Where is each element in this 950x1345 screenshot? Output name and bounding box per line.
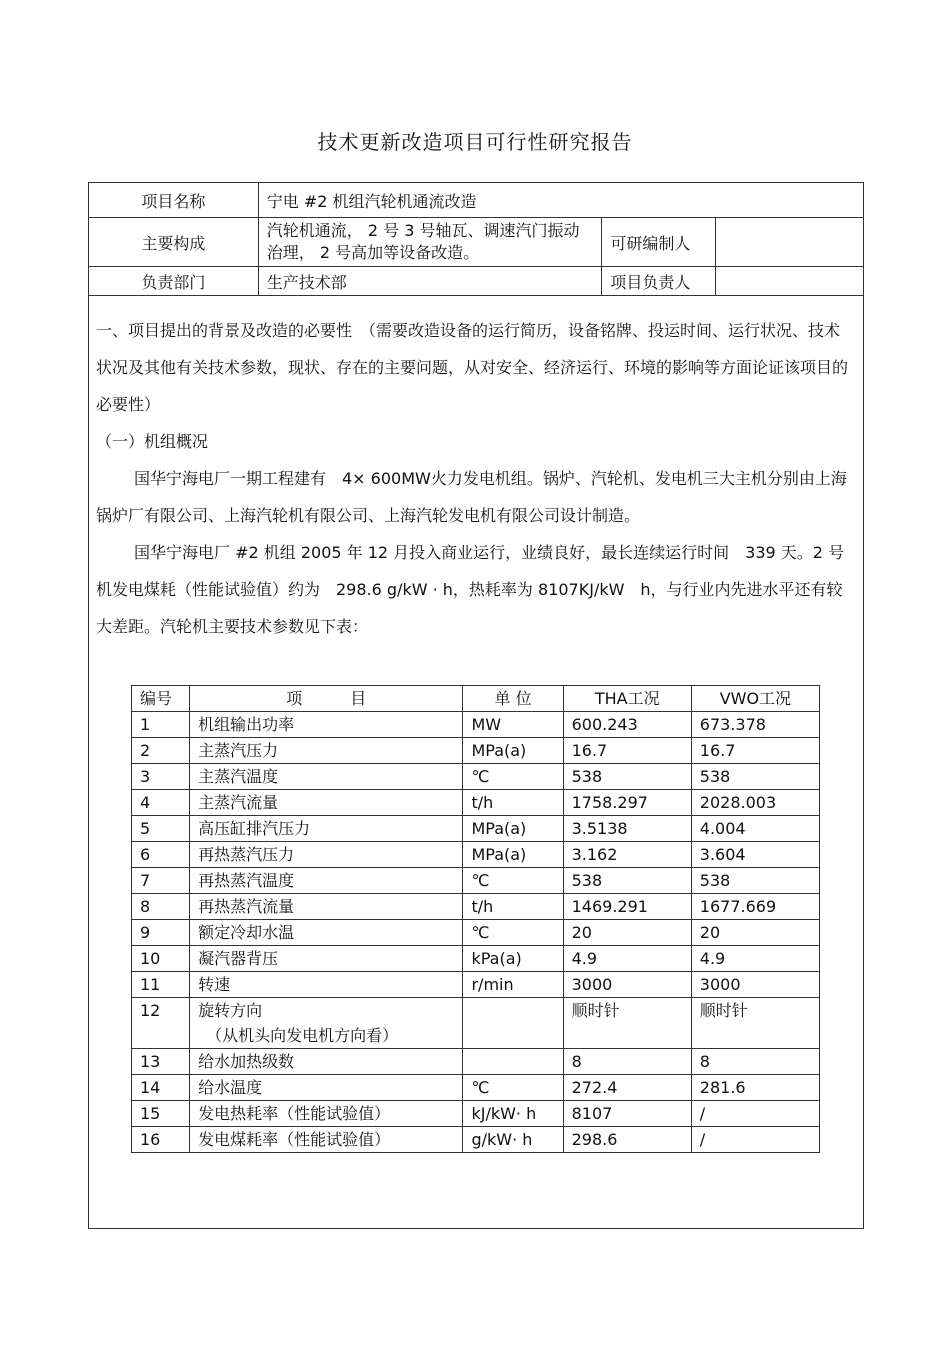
row-no: 10 xyxy=(132,946,190,972)
row-unit: t/h xyxy=(463,790,563,816)
row-tha: 272.4 xyxy=(563,1075,691,1101)
row-item: 机组输出功率 xyxy=(190,712,463,738)
row-vwo: 20 xyxy=(691,920,819,946)
row-unit: g/kW· h xyxy=(463,1127,563,1153)
col-header-item: 项 目 xyxy=(190,686,463,712)
row-item: 发电煤耗率（性能试验值） xyxy=(190,1127,463,1153)
table-row xyxy=(132,738,820,764)
department-value: 生产技术部 xyxy=(258,267,602,296)
composition-label: 主要构成 xyxy=(89,218,259,267)
row-unit: ℃ xyxy=(463,868,563,894)
table-row xyxy=(132,972,820,998)
row-no: 14 xyxy=(132,1075,190,1101)
row-vwo: 3000 xyxy=(691,972,819,998)
row-item: 转速 xyxy=(190,972,463,998)
turbine-parameters-table xyxy=(131,685,820,1153)
paragraph-unit-performance: 国华宁海电厂 #2 机组 2005 年 12 月投入商业运行，业绩良好，最长连续运行时间 339 天。2 号机发电煤耗（性能试验值）约为 298.6 g/kW · h，热耗率为 8107KJ/kW h，与行业内先进水平还有较大差距。汽轮机主要技术参数见下表： xyxy=(96,543,845,636)
row-unit xyxy=(463,998,563,1049)
row-vwo: 2028.003 xyxy=(691,790,819,816)
table-row xyxy=(132,1127,820,1153)
row-tha: 1758.297 xyxy=(563,790,691,816)
author-value xyxy=(716,218,864,267)
row-tha: 8107 xyxy=(563,1101,691,1127)
row-item: 再热蒸汽压力 xyxy=(190,842,463,868)
department-label: 负责部门 xyxy=(89,267,259,296)
row-tha: 3000 xyxy=(563,972,691,998)
row-unit: ℃ xyxy=(463,1075,563,1101)
row-no: 12 xyxy=(132,998,190,1049)
row-unit: kJ/kW· h xyxy=(463,1101,563,1127)
row-unit: MPa(a) xyxy=(463,816,563,842)
row-tha: 600.243 xyxy=(563,712,691,738)
row-item xyxy=(190,998,463,1049)
table-row xyxy=(132,790,820,816)
row-tha: 538 xyxy=(563,764,691,790)
row-unit: kPa(a) xyxy=(463,946,563,972)
row-no: 16 xyxy=(132,1127,190,1153)
col-header-tha: THA工况 xyxy=(563,686,691,712)
paragraph-plant-overview: 国华宁海电厂一期工程建有 4× 600MW火力发电机组。锅炉、汽轮机、发电机三大主机分别由上海锅炉厂有限公司、上海汽轮机有限公司、上海汽轮发电机有限公司设计制造。 xyxy=(96,469,847,525)
table-row xyxy=(132,1049,820,1075)
row-vwo: 4.004 xyxy=(691,816,819,842)
col-header-vwo: VWO工况 xyxy=(691,686,819,712)
row-no: 13 xyxy=(132,1049,190,1075)
row-unit: t/h xyxy=(463,894,563,920)
row-no: 2 xyxy=(132,738,190,764)
row-vwo: / xyxy=(691,1101,819,1127)
row-tha: 3.162 xyxy=(563,842,691,868)
table-row xyxy=(132,920,820,946)
row-item: 主蒸汽压力 xyxy=(190,738,463,764)
table-row xyxy=(132,712,820,738)
subheading-unit-overview: （一）机组概况 xyxy=(96,432,209,451)
row-tha: 1469.291 xyxy=(563,894,691,920)
table-row xyxy=(132,764,820,790)
col-header-no: 编号 xyxy=(132,686,190,712)
row-no: 6 xyxy=(132,842,190,868)
row-unit: MPa(a) xyxy=(463,738,563,764)
row-item: 主蒸汽流量 xyxy=(190,790,463,816)
row-unit: ℃ xyxy=(463,920,563,946)
row-tha: 20 xyxy=(563,920,691,946)
row-no: 15 xyxy=(132,1101,190,1127)
project-name-value: 宁电 #2 机组汽轮机通流改造 xyxy=(258,183,863,218)
row-unit: r/min xyxy=(463,972,563,998)
row-item: 凝汽器背压 xyxy=(190,946,463,972)
row-vwo: / xyxy=(691,1127,819,1153)
leader-value xyxy=(716,267,864,296)
row-unit: ℃ xyxy=(463,764,563,790)
row-item: 高压缸排汽压力 xyxy=(190,816,463,842)
page-title: 技术更新改造项目可行性研究报告 xyxy=(317,130,633,154)
row-tha: 8 xyxy=(563,1049,691,1075)
row-vwo: 3.604 xyxy=(691,842,819,868)
row-vwo: 顺时针 xyxy=(691,998,819,1049)
row-no: 11 xyxy=(132,972,190,998)
row-no: 4 xyxy=(132,790,190,816)
row-tha: 顺时针 xyxy=(563,998,691,1049)
col-header-unit: 单 位 xyxy=(463,686,563,712)
leader-label: 项目负责人 xyxy=(602,267,716,296)
row-vwo: 8 xyxy=(691,1049,819,1075)
row-vwo: 281.6 xyxy=(691,1075,819,1101)
row-tha: 16.7 xyxy=(563,738,691,764)
row-item-main: 旋转方向 xyxy=(198,1001,263,1020)
table-row xyxy=(132,1101,820,1127)
author-label: 可研编制人 xyxy=(602,218,716,267)
table-row xyxy=(132,842,820,868)
table-row xyxy=(132,816,820,842)
row-vwo: 673.378 xyxy=(691,712,819,738)
row-no: 8 xyxy=(132,894,190,920)
row-vwo: 4.9 xyxy=(691,946,819,972)
project-info-table xyxy=(88,182,864,296)
row-tha: 538 xyxy=(563,868,691,894)
row-tha: 3.5138 xyxy=(563,816,691,842)
row-item: 给水温度 xyxy=(190,1075,463,1101)
row-item: 给水加热级数 xyxy=(190,1049,463,1075)
row-no: 7 xyxy=(132,868,190,894)
row-unit xyxy=(463,1049,563,1075)
table-row xyxy=(132,946,820,972)
row-tha: 4.9 xyxy=(563,946,691,972)
table-header-row xyxy=(132,686,820,712)
row-unit: MPa(a) xyxy=(463,842,563,868)
table-row xyxy=(132,1075,820,1101)
row-vwo: 1677.669 xyxy=(691,894,819,920)
row-no: 1 xyxy=(132,712,190,738)
row-no: 5 xyxy=(132,816,190,842)
row-vwo: 538 xyxy=(691,764,819,790)
row-item: 再热蒸汽温度 xyxy=(190,868,463,894)
table-row xyxy=(132,868,820,894)
composition-value: 汽轮机通流， 2 号 3 号轴瓦、调速汽门振动治理， 2 号高加等设备改造。 xyxy=(258,218,602,267)
row-no: 3 xyxy=(132,764,190,790)
row-vwo: 16.7 xyxy=(691,738,819,764)
report-body xyxy=(96,312,854,645)
row-item: 主蒸汽温度 xyxy=(190,764,463,790)
table-row xyxy=(132,998,820,1049)
row-item-note: （从机头向发电机方向看） xyxy=(206,1026,399,1045)
row-vwo: 538 xyxy=(691,868,819,894)
row-unit: MW xyxy=(463,712,563,738)
row-no: 9 xyxy=(132,920,190,946)
section-heading: 一、项目提出的背景及改造的必要性 （需要改造设备的运行简历，设备铭牌、投运时间、运行状况、技术状况及其他有关技术参数，现状、存在的主要问题，从对安全、经济运行、环境的影响等方面论证该项目的必要性） xyxy=(96,321,849,414)
row-item: 额定冷却水温 xyxy=(190,920,463,946)
table-row xyxy=(132,894,820,920)
row-item: 再热蒸汽流量 xyxy=(190,894,463,920)
project-name-label: 项目名称 xyxy=(89,183,259,218)
row-item: 发电热耗率（性能试验值） xyxy=(190,1101,463,1127)
row-tha: 298.6 xyxy=(563,1127,691,1153)
